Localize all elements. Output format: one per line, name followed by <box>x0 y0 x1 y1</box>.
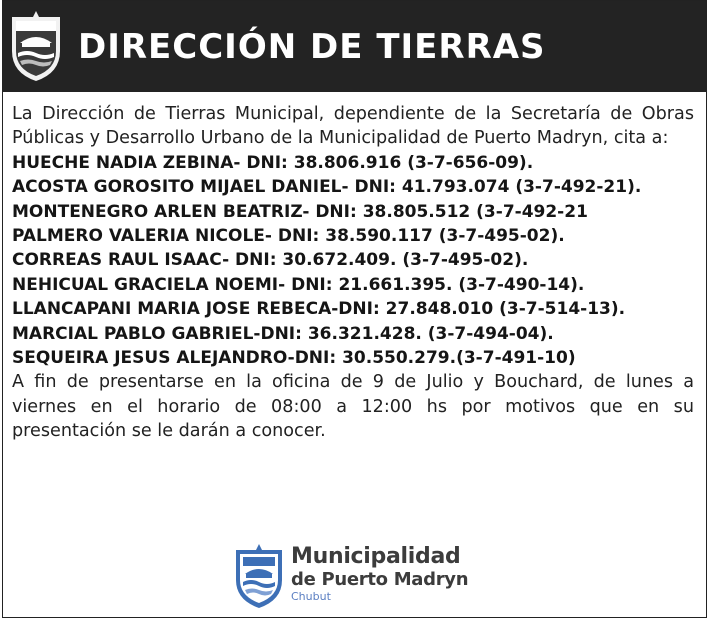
brand-line-2: de Puerto Madryn <box>291 569 469 590</box>
person-entry: NEHICUAL GRACIELA NOEMI- DNI: 21.661.395. (3-7-490-14). <box>12 274 585 295</box>
person-entry: LLANCAPANI MARIA JOSE REBECA-DNI: 27.848.010 (3-7-514-13). <box>12 299 626 320</box>
person-entry: HUECHE NADIA ZEBINA- DNI: 38.806.916 (3-7-656-09). <box>12 152 534 173</box>
brand-line-1: Municipalidad <box>291 544 461 569</box>
person-entry: PALMERO VALERIA NICOLE- DNI: 38.590.117 (3-7-495-02). <box>12 226 565 247</box>
person-entry: ACOSTA GOROSITO MIJAEL DANIEL- DNI: 41.793.074 (3-7-492-21). <box>12 177 642 198</box>
footer-crest-icon <box>233 544 285 610</box>
closing-paragraph: A fin de presentarse en la oficina de 9 de Julio y Bouchard, de lunes a viernes en el horario de 08:00 a 12:00 hs por motivos que en su presentación se le darán a conocer. <box>12 372 694 442</box>
page-title: DIRECCIÓN DE TIERRAS <box>78 26 546 67</box>
header-bar <box>3 1 706 92</box>
brand-line-3: Chubut <box>291 590 331 603</box>
person-entry: SEQUEIRA JESUS ALEJANDRO-DNI: 30.550.279.(3-7-491-10) <box>12 348 576 369</box>
intro-paragraph: La Dirección de Tierras Municipal, dependiente de la Secretaría de Obras Públicas y Desarrollo Urbano de la Municipalidad de Puerto Madryn, cita a: <box>12 104 694 149</box>
person-entry: CORREAS RAUL ISAAC- DNI: 30.672.409. (3-7-495-02). <box>12 250 529 271</box>
header-crest-icon <box>8 11 64 83</box>
notice-body <box>12 102 694 444</box>
person-entry: MONTENEGRO ARLEN BEATRIZ- DNI: 38.805.512 (3-7-492-21 <box>12 201 588 222</box>
notice-page <box>2 0 707 618</box>
footer-logo <box>233 544 468 610</box>
footer-brand-text <box>291 544 468 603</box>
person-entry: MARCIAL PABLO GABRIEL-DNI: 36.321.428. (3-7-494-04). <box>12 323 554 344</box>
